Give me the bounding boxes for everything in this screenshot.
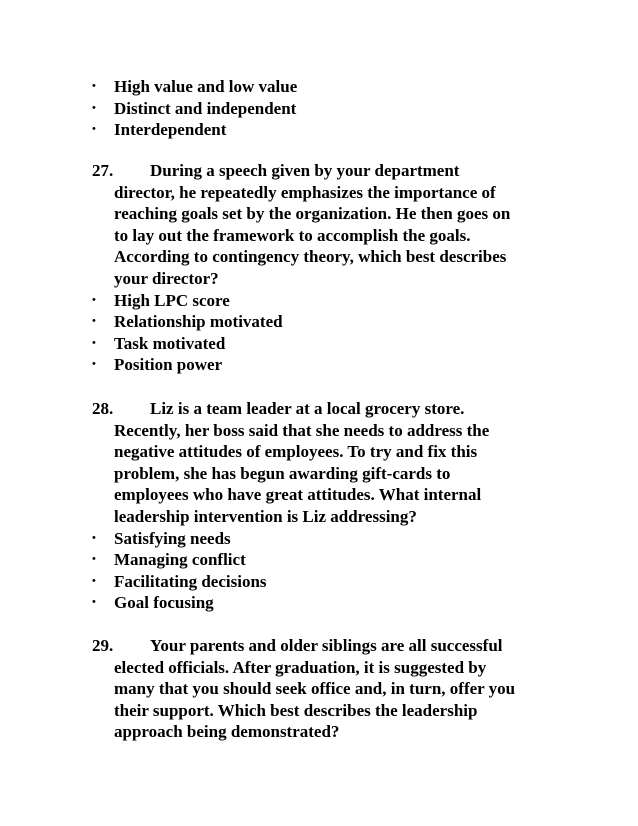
question-29 (92, 635, 572, 743)
bullet-icon: • (92, 531, 96, 544)
bullet-icon: • (92, 336, 96, 349)
answer-option: • High LPC score (92, 290, 230, 310)
question-stem-line: their support. Which best describes the leadership (114, 700, 478, 720)
answer-option: • Position power (92, 355, 223, 375)
question-stem-line: many that you should seek office and, in turn, offer you (114, 679, 516, 699)
answer-option: • Goal focusing (92, 593, 214, 613)
answer-option: • Relationship motivated (92, 312, 283, 332)
top-options-list (92, 76, 572, 141)
answer-option: • Satisfying needs (92, 528, 231, 548)
question-27 (92, 160, 572, 376)
question-stem-line: leadership intervention is Liz addressing? (114, 506, 417, 526)
question-stem-line: negative attitudes of employees. To try and fix this (114, 442, 478, 462)
bullet-icon: • (92, 80, 96, 92)
answer-option: • Managing conflict (92, 550, 246, 570)
bullet-icon: • (92, 574, 96, 587)
bullet-icon: • (92, 293, 96, 306)
question-number: 28. (92, 399, 114, 418)
question-stem-line: reaching goals set by the organization. He then goes on (114, 204, 511, 224)
bullet-icon: • (92, 123, 96, 136)
question-stem-line: employees who have great attitudes. What internal (114, 485, 482, 505)
list-item: • High value and low value (92, 77, 298, 96)
question-stem-line: According to contingency theory, which best describes (114, 247, 507, 267)
question-stem-line: elected officials. After graduation, it is suggested by (114, 657, 487, 677)
question-stem: 29. Your parents and older siblings are all successful (92, 636, 503, 655)
bullet-icon: • (92, 553, 96, 566)
question-stem-line: Recently, her boss said that she needs to address the (114, 420, 490, 440)
question-stem-line: your director? (114, 268, 219, 288)
bullet-icon: • (92, 101, 96, 114)
bullet-icon: • (92, 358, 96, 371)
question-stem-line: to lay out the framework to accomplish the goals. (114, 225, 471, 245)
question-stem-line: problem, she has begun awarding gift-cards to (114, 463, 451, 483)
question-stem: 27. During a speech given by your department (92, 161, 460, 180)
list-item: • Distinct and independent (92, 98, 297, 118)
question-stem-line: approach being demonstrated? (114, 722, 340, 742)
question-stem: 28. Liz is a team leader at a local grocery store. (92, 399, 465, 418)
bullet-icon: • (92, 596, 96, 609)
question-number: 29. (92, 636, 114, 655)
bullet-icon: • (92, 315, 96, 328)
question-stem-line: director, he repeatedly emphasizes the importance of (114, 182, 496, 202)
answer-option: • Task motivated (92, 333, 226, 353)
question-number: 27. (92, 161, 114, 180)
answer-option: • Facilitating decisions (92, 571, 267, 591)
question-28 (92, 398, 572, 614)
list-item: • Interdependent (92, 120, 227, 140)
